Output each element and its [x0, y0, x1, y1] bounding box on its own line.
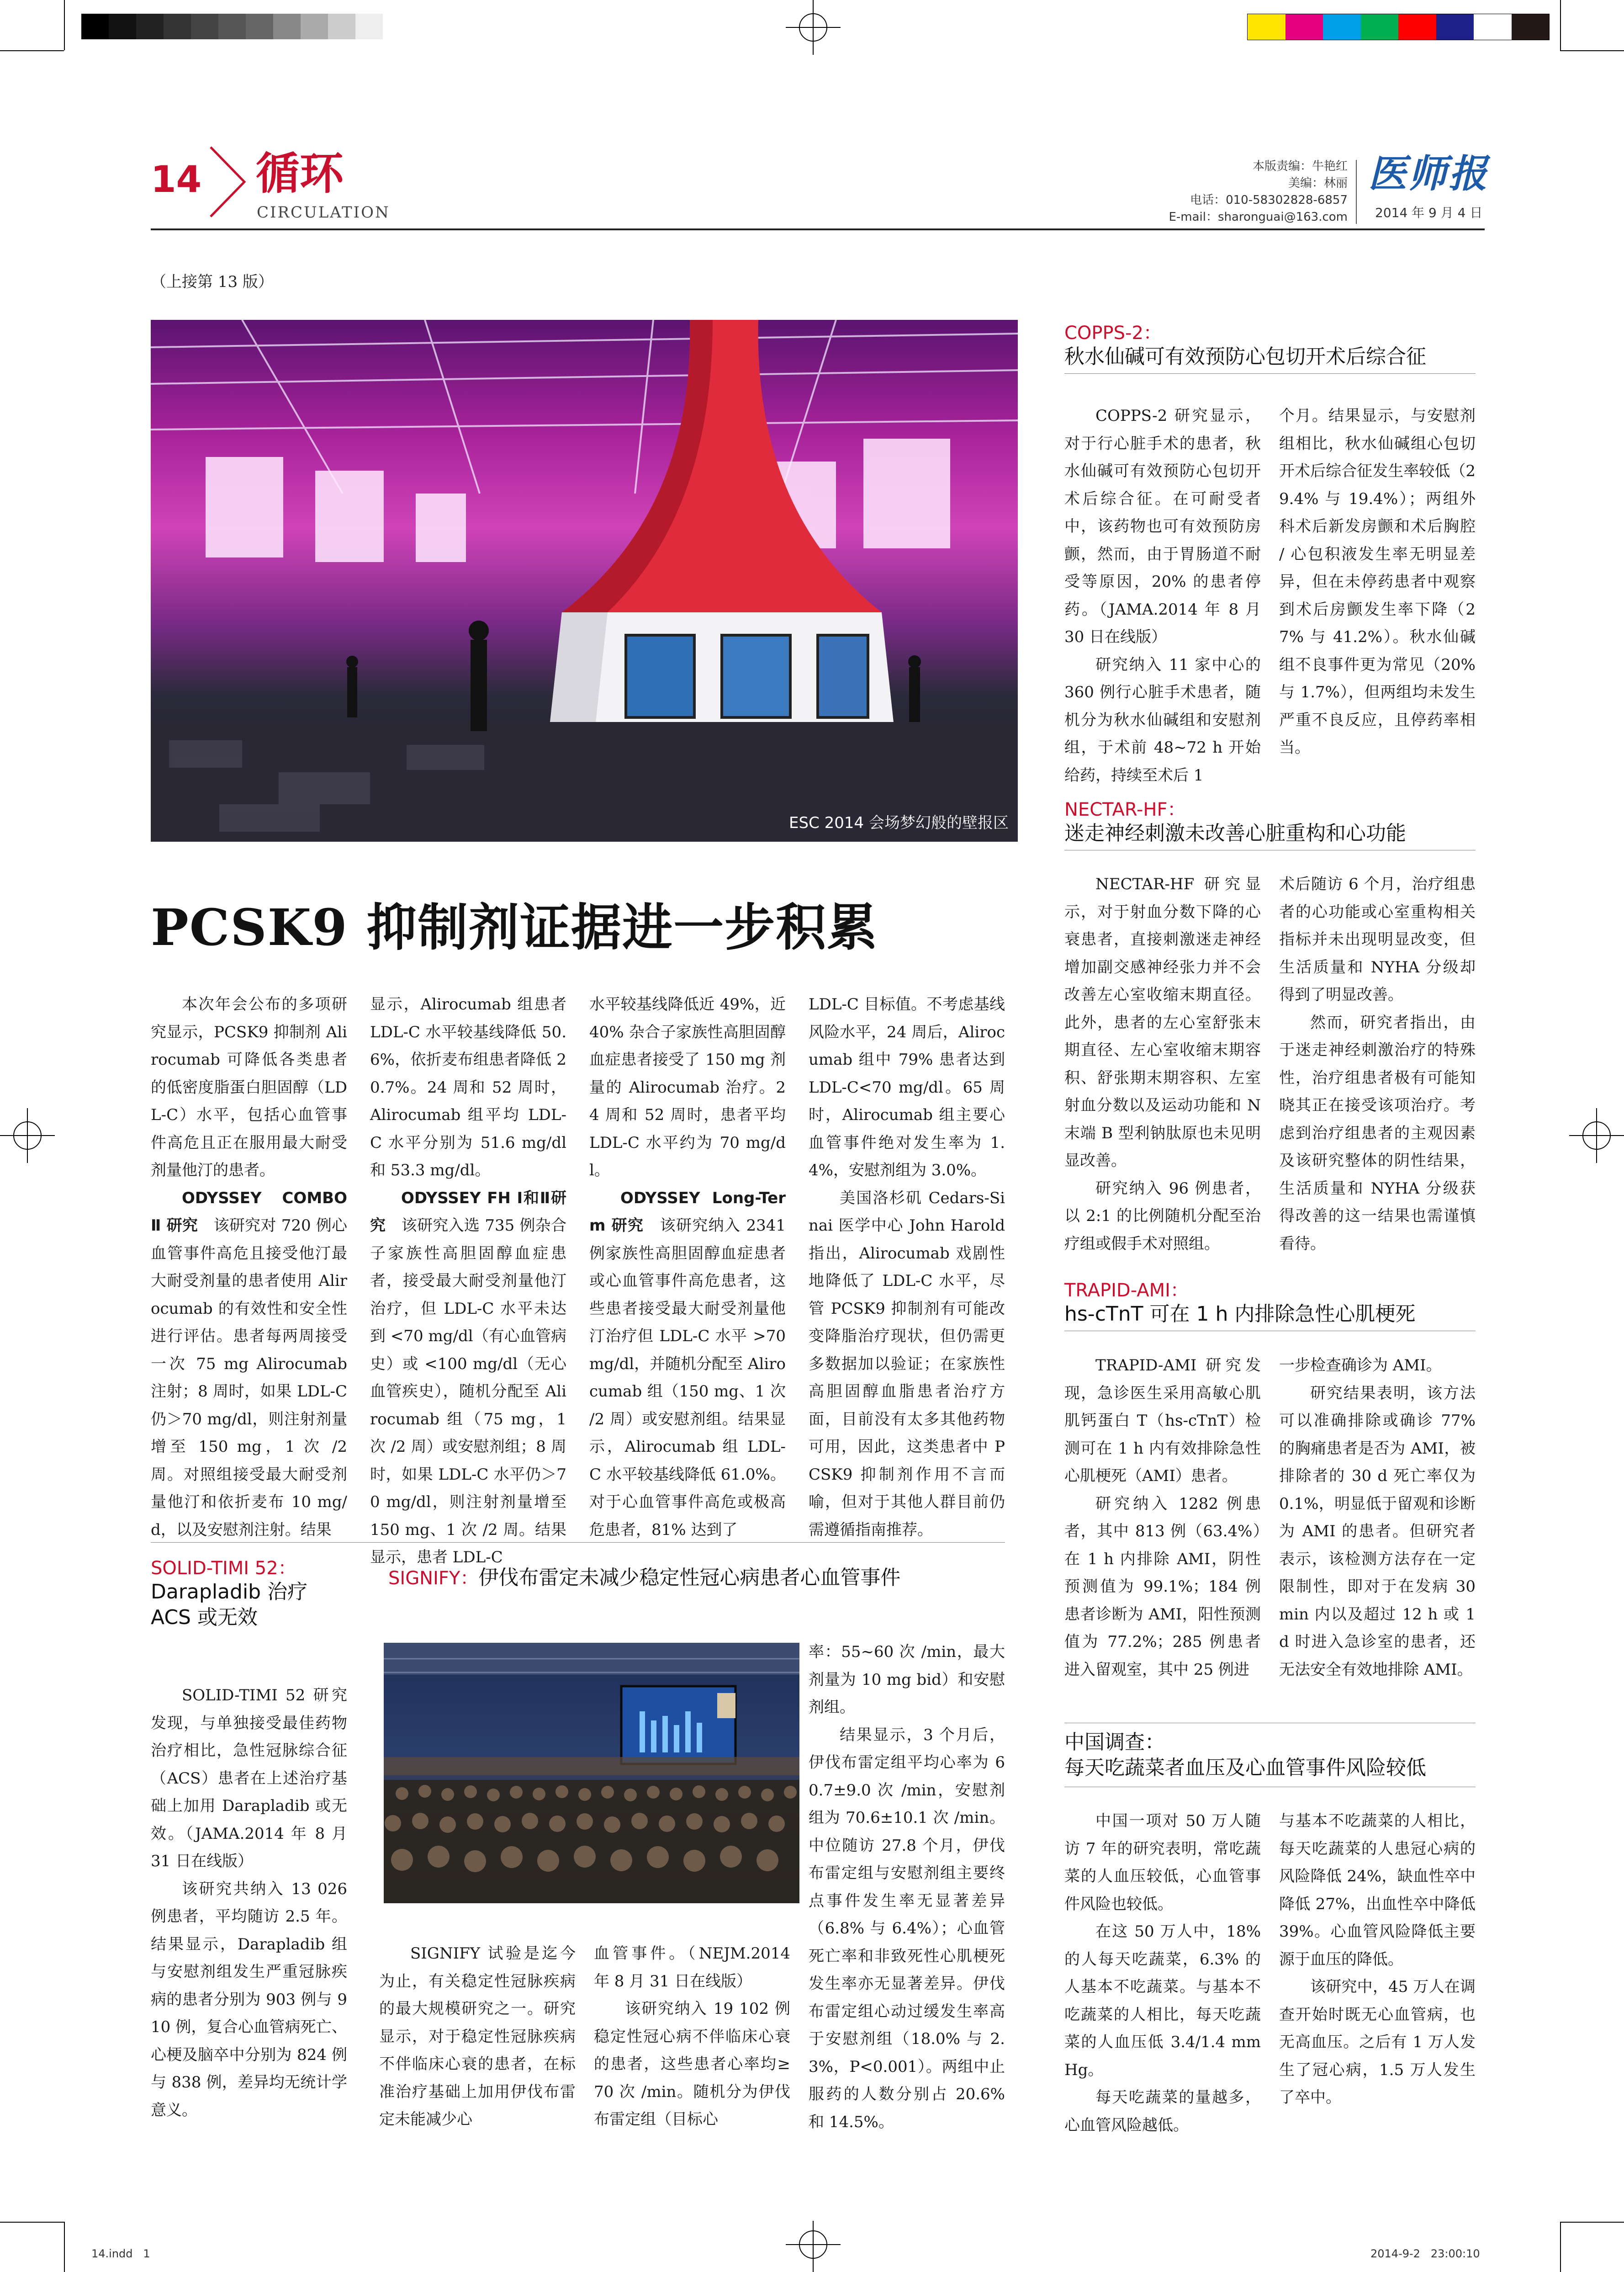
paragraph: COPPS-2 研究显示，对于行心脏手术的患者，秋水仙碱可有效预防心包切开术后综合征。在可耐受者中，该药物也可有效预防房颤，然而，由于胃肠道不耐受等原因，20% 的患者停药。（JAMA.2014 年 8 月 30 日在线版）: [1064, 407, 1261, 646]
paragraph: LDL-C 目标值。不考虑基线风险水平，24 周后，Alirocumab 组中 79% 患者达到 LDL-C<70 mg/dl。65 周时，Alirocumab 组主要心血管事件绝对发生率为 1.4%，安慰剂组为 3.0%。: [809, 995, 1005, 1179]
paragraph: 中国一项对 50 万人随访 7 年的研究表明，常吃蔬菜的人血压较低，心血管事件风险也较低。: [1064, 1812, 1261, 1913]
paragraph: 与基本不吃蔬菜的人相比，每天吃蔬菜的人患冠心病的风险降低 24%，缺血性卒中降低 27%，出血性卒中降低 39%。心血管风险降低主要源于血压的降低。: [1279, 1812, 1476, 1969]
color-swatch: [1323, 14, 1361, 40]
header-credits: [1124, 158, 1348, 226]
copps-col2: [1279, 402, 1476, 759]
paragraph: 显示，Alirocumab 组患者 LDL-C 水平较基线降低 50.6%，依折麦布组患者降低 20.7%。24 周和 52 周时，Alirocumab 组平均 LDL-C 水平分别为 51.6 mg/dl 和 53.3 mg/dl。: [370, 995, 566, 1179]
crop-mark: [64, 0, 65, 50]
paragraph: 研究纳入 1282 例患者，其中 813 例（63.4%）在 1 h 内排除 AMI，阴性预测值为 99.1%；184 例患者诊断为 AMI，阳性预测值为 77.2%；285 例患者进入留观室，其中 25 例进: [1064, 1494, 1261, 1679]
solid-title-line1: Darapladib 治疗: [151, 1580, 308, 1603]
paragraph: 美国洛杉矶 Cedars-Sinai 医学中心 John Harold 指出，Alirocumab 戏剧性地降低了 LDL-C 水平，尽管 PCSK9 抑制剂有可能改变降脂治疗现状，但仍需更多数据加以验证；在家族性高胆固醇血脂患者治疗方面，目前没有太多其他药物可用，因此，这类患者中 PCSK9 抑制剂作用不言而喻，但对于其他人群目前仍需遵循指南推荐。: [809, 1189, 1005, 1539]
nectar-section: [1064, 799, 1476, 846]
color-swatch: [1285, 14, 1323, 40]
phone-line: 电话：010-58302828-6857: [1190, 193, 1348, 207]
photo-caption: ESC 2014 会场梦幻般的壁报区: [789, 814, 1009, 832]
copps-underline: [1064, 373, 1476, 374]
header-vertical-rule: [1356, 160, 1357, 224]
main-article-col1: [151, 991, 347, 1539]
section-title: 循环: [256, 148, 344, 199]
signify-title: 伊伐布雷定未减少稳定性冠心病患者心血管事件: [478, 1566, 901, 1589]
paragraph: TRAPID-AMI 研究发现，急诊医生采用高敏心肌肌钙蛋白 T（hs-cTnT）检测可在 1 h 内有效排除急性心肌梗死（AMI）患者。: [1064, 1356, 1261, 1485]
nectar-label: NECTAR-HF：: [1064, 799, 1186, 820]
copps-col1: [1064, 402, 1261, 785]
paragraph: ODYSSEY FH Ⅰ和Ⅱ研究 该研究入选 735 例杂合子家族性高胆固醇血症患者，接受最大耐受剂量他汀治疗，但 LDL-C 水平未达到 <70 mg/dl（有心血管病史）或 <100 mg/dl（无心血管疾史），随机分配至 Alirocumab 组（75 mg，1 次 /2 周）或安慰剂组；8 周时，如果 LDL-C 水平仍＞70 mg/dl，则注射剂量增至 150 mg、1 次 /2 周。结果显示，患者 LDL-C: [370, 1189, 567, 1566]
chevron-right-icon: [208, 145, 249, 218]
color-swatch: [1361, 14, 1399, 40]
paragraph: 水平较基线降低近 49%，近 40% 杂合子家族性高胆固醇血症患者接受了 150 mg 剂量的 Alirocumab 治疗。24 周和 52 周时，患者平均 LDL-C 水平约为 70 mg/dl。: [589, 995, 786, 1179]
copps-section: [1064, 322, 1476, 370]
trapid-col1: [1064, 1352, 1261, 1690]
editor-credit: 本版责编：牛艳红: [1252, 159, 1348, 173]
paragraph: 每天吃蔬菜的量越多，心血管风险越低。: [1064, 2088, 1261, 2134]
paragraph: NECTAR-HF 研究显示，对于射血分数下降的心衰患者，直接刺激迷走神经增加副交感神经张力并不会改善左心室收缩末期直径。此外，患者的左心室舒张末期直径、左心室收缩末期容积、舒张期末期容积、左室射血分数以及运动功能和 N 末端 B 型利钠肽原也未见明显改善。: [1064, 875, 1261, 1170]
registration-target-icon: [786, 0, 841, 55]
subheading: ODYSSEY COMBO Ⅱ 研究: [151, 1189, 347, 1235]
issue-date: 2014 年 9 月 4 日: [1375, 205, 1483, 220]
main-article-col4: [809, 991, 1005, 1539]
signify-col2: [594, 1940, 790, 2129]
nectar-col1: [1064, 871, 1261, 1254]
solid-title-line2: ACS 或无效: [151, 1606, 258, 1629]
crop-mark: [1560, 2222, 1561, 2272]
continued-note: （上接第 13 版）: [151, 273, 274, 291]
exhibit-hall-photo: [151, 320, 1018, 842]
trapid-section: [1064, 1279, 1476, 1327]
registration-target-icon: [786, 2221, 841, 2272]
signify-col1: [379, 1940, 576, 2129]
paragraph: 结果显示，3 个月后，伊伐布雷定组平均心率为 60.7±9.0 次 /min，安慰剂组为 70.6±10.1 次 /min。中位随访 27.8 个月，伊伐布雷定组与安慰剂组主要终点事件发生率无显著差异（6.8% 与 6.4%）；心血管死亡率和非致死性心肌梗死发生率亦无显著差异。伊伐布雷定组心动过缓发生率高于安慰剂组（18.0% 与 2.3%，P<0.001）。两组中止服药的人数分别占 20.6% 和 14.5%。: [809, 1725, 1005, 2131]
file-slug: 14.indd 1: [91, 2247, 150, 2260]
bottom-section-rule: [151, 1542, 1005, 1543]
paragraph: ODYSSEY COMBO Ⅱ 研究 该研究对 720 例心血管事件高危且接受他汀最大耐受剂量的患者使用 Alirocumab 的有效性和安全性进行评估。患者每两周接受一次 75 mg Alirocumab 注射；8 周时，如果 LDL-C 仍＞70 mg/dl，则注射剂量增至 150 mg，1 次 /2 周。对照组接受最大耐受剂量他汀和依折麦布 10 mg/d，以及安慰剂注射。结果: [151, 1189, 347, 1539]
designer-credit: 美编：林丽: [1288, 176, 1348, 190]
crop-mark: [0, 50, 64, 51]
paragraph: SIGNIFY 试验是迄今为止，有关稳定性冠脉疾病的最大规模研究之一。研究显示，对于稳定性冠脉疾病不伴临床心衰的患者，在标准治疗基础上加用伊伐布雷定未能减少心: [379, 1944, 576, 2129]
paragraph: 研究纳入 96 例患者，以 2:1 的比例随机分配至治疗组或假手术对照组。: [1064, 1179, 1261, 1253]
subheading: ODYSSEY FH Ⅰ和Ⅱ研究: [370, 1189, 566, 1235]
trapid-col2: [1279, 1352, 1476, 1690]
trapid-title: hs-cTnT 可在 1 h 内排除急性心肌梗死: [1064, 1302, 1416, 1326]
paragraph: SOLID-TIMI 52 研究发现，与单独接受最佳药物治疗相比，急性冠脉综合征（ACS）患者在上述治疗基础上加用 Darapladib 或无效。（JAMA.2014 年 8 月 31 日在线版）: [151, 1686, 347, 1870]
color-swatch: [1436, 14, 1474, 40]
crop-mark: [1560, 2222, 1624, 2223]
header-rule: [151, 228, 1485, 230]
main-article-col2: [370, 991, 567, 1566]
paragraph: 该研究共纳入 13 026 例患者，平均随访 2.5 年。结果显示，Darapladib 组与安慰剂组发生严重冠脉疾病的患者分别为 903 例与 910 例，复合心血管病死亡、心梗及脑卒中分别为 824 例与 838 例，差异均无统计学意义。: [151, 1879, 347, 2119]
color-swatch: [1398, 14, 1436, 40]
paragraph: 血管事件。（NEJM.2014 年 8 月 31 日在线版）: [594, 1944, 790, 1991]
timestamp-slug: 2014-9-2 23:00:10: [1370, 2247, 1480, 2260]
copps-label: COPPS-2：: [1064, 323, 1162, 344]
paragraph: 在这 50 万人中，18% 的人每天吃蔬菜，6.3% 的人基本不吃蔬菜。与基本不吃蔬菜的人相比，每天吃蔬菜的人血压低 3.4/1.4 mmHg。: [1064, 1922, 1261, 2079]
copps-title: 秋水仙碱可有效预防心包切开术后综合征: [1064, 345, 1426, 368]
paragraph: 术后随访 6 个月，治疗组患者的心功能或心室重构相关指标并未出现明显改变，但生活质量和 NYHA 分级却得到了明显改善。: [1279, 875, 1476, 1004]
trapid-label: TRAPID-AMI：: [1064, 1280, 1189, 1301]
paragraph: 然而，研究者指出，由于迷走神经刺激治疗的特殊性，治疗组患者极有可能知晓其正在接受该项治疗。考虑到治疗组患者的主观因素及该研究整体的阴性结果，生活质量和 NYHA 分级获得改善的这一结果也需谨慎看待。: [1279, 1013, 1476, 1253]
nectar-title: 迷走神经刺激未改善心脏重构和心功能: [1064, 822, 1406, 845]
paragraph: 率：55~60 次 /min，最大剂量为 10 mg bid）和安慰剂组。: [809, 1643, 1005, 1716]
registration-target-icon: [0, 1108, 55, 1163]
nectar-col2: [1279, 871, 1476, 1254]
masthead-logo: 医师报: [1368, 151, 1489, 196]
paragraph: 该研究中，45 万人在调查开始时既无心血管病，也无高血压。之后有 1 万人发生了冠心病，1.5 万人发生了卒中。: [1279, 1978, 1476, 2107]
crop-mark: [64, 2222, 65, 2272]
china-section: [1064, 1730, 1476, 1781]
china-title-line1: 中国调查：: [1064, 1731, 1165, 1754]
paragraph: 个月。结果显示，与安慰剂组相比，秋水仙碱组心包切开术后综合征发生率较低（29.4% 与 19.4%）；两组外科术后新发房颤和术后胸腔 / 心包积液发生率无明显差异，但在未停药患者中观察到术后房颤发生率下降（27% 与 41.2%）。秋水仙碱组不良事件更为常见（20% 与 1.7%），但两组均未发生严重不良反应，且停药率相当。: [1279, 407, 1476, 757]
solid-section: [151, 1557, 365, 1630]
grayscale-bar: [81, 14, 383, 39]
email-line: E-mail：sharonguai@163.com: [1169, 210, 1348, 224]
solid-label: SOLID-TIMI 52：: [151, 1558, 296, 1579]
paragraph: 研究纳入 11 家中心的 360 例行心脏手术患者，随机分为秋水仙碱组和安慰剂组，于术前 48~72 h 开始给药，持续至术后 1: [1064, 655, 1261, 785]
main-headline: PCSK9 抑制剂证据进一步积累: [151, 898, 878, 957]
crop-mark: [1560, 0, 1561, 50]
paragraph: ODYSSEY Long-Term 研究 该研究纳入 2341 例家族性高胆固醇血症患者或心血管事件高危患者，这些患者接受最大耐受剂量他汀治疗但 LDL-C 水平 >70 mg/dl，并随机分配至 Alirocumab 组（150 mg、1 次 /2 周）或安慰剂组。结果显示，Alirocumab 组 LDL-C 水平较基线降低 61.0%。对于心血管事件高危或极高危患者，81% 达到了: [589, 1189, 786, 1539]
paragraph: 研究结果表明，该方法可以准确排除或确诊 77% 的胸痛患者是否为 AMI，被排除者的 30 d 死亡率仅为 0.1%，明显低于留观和诊断为 AMI 的患者。但研究者表示，该检测方法存在一定限制性，即对于在发病 30 min 内以及超过 12 h 或 1 d 时进入急诊室的患者，还无法安全有效地排除 AMI。: [1279, 1384, 1476, 1679]
china-col1: [1064, 1807, 1261, 2134]
signify-label: SIGNIFY：: [388, 1568, 479, 1589]
paragraph: 本次年会公布的多项研究显示，PCSK9 抑制剂 Alirocumab 可降低各类患者的低密度脂蛋白胆固醇（LDL-C）水平，包括心血管事件高危且正在服用最大耐受剂量他汀的患者。: [151, 995, 347, 1179]
china-title-line2: 每天吃蔬菜者血压及心血管事件风险较低: [1064, 1756, 1426, 1779]
section-subtitle: CIRCULATION: [257, 203, 390, 222]
main-article-col3: [589, 991, 786, 1539]
paragraph: 一步检查确诊为 AMI。: [1279, 1356, 1442, 1375]
signify-section: [388, 1565, 1028, 1591]
china-col2: [1279, 1807, 1476, 2127]
color-swatch: [1474, 14, 1512, 40]
subheading: ODYSSEY Long-Term 研究: [589, 1189, 786, 1235]
crop-mark: [0, 2222, 64, 2223]
color-swatch: [1512, 14, 1550, 40]
color-swatch: [1248, 14, 1285, 40]
conference-hall-photo: [384, 1643, 799, 1903]
signify-col3: [809, 1638, 1005, 2131]
crop-mark: [1560, 50, 1624, 51]
paragraph: 该研究纳入 19 102 例稳定性冠心病不伴临床心衰的患者，这些患者心率均≥ 70 次 /min。随机分为伊伐布雷定组（目标心: [594, 2000, 790, 2129]
registration-target-icon: [1569, 1108, 1624, 1163]
color-registration-bar: [1247, 14, 1550, 40]
solid-col: [151, 1682, 347, 2120]
page-number: 14: [151, 158, 202, 201]
